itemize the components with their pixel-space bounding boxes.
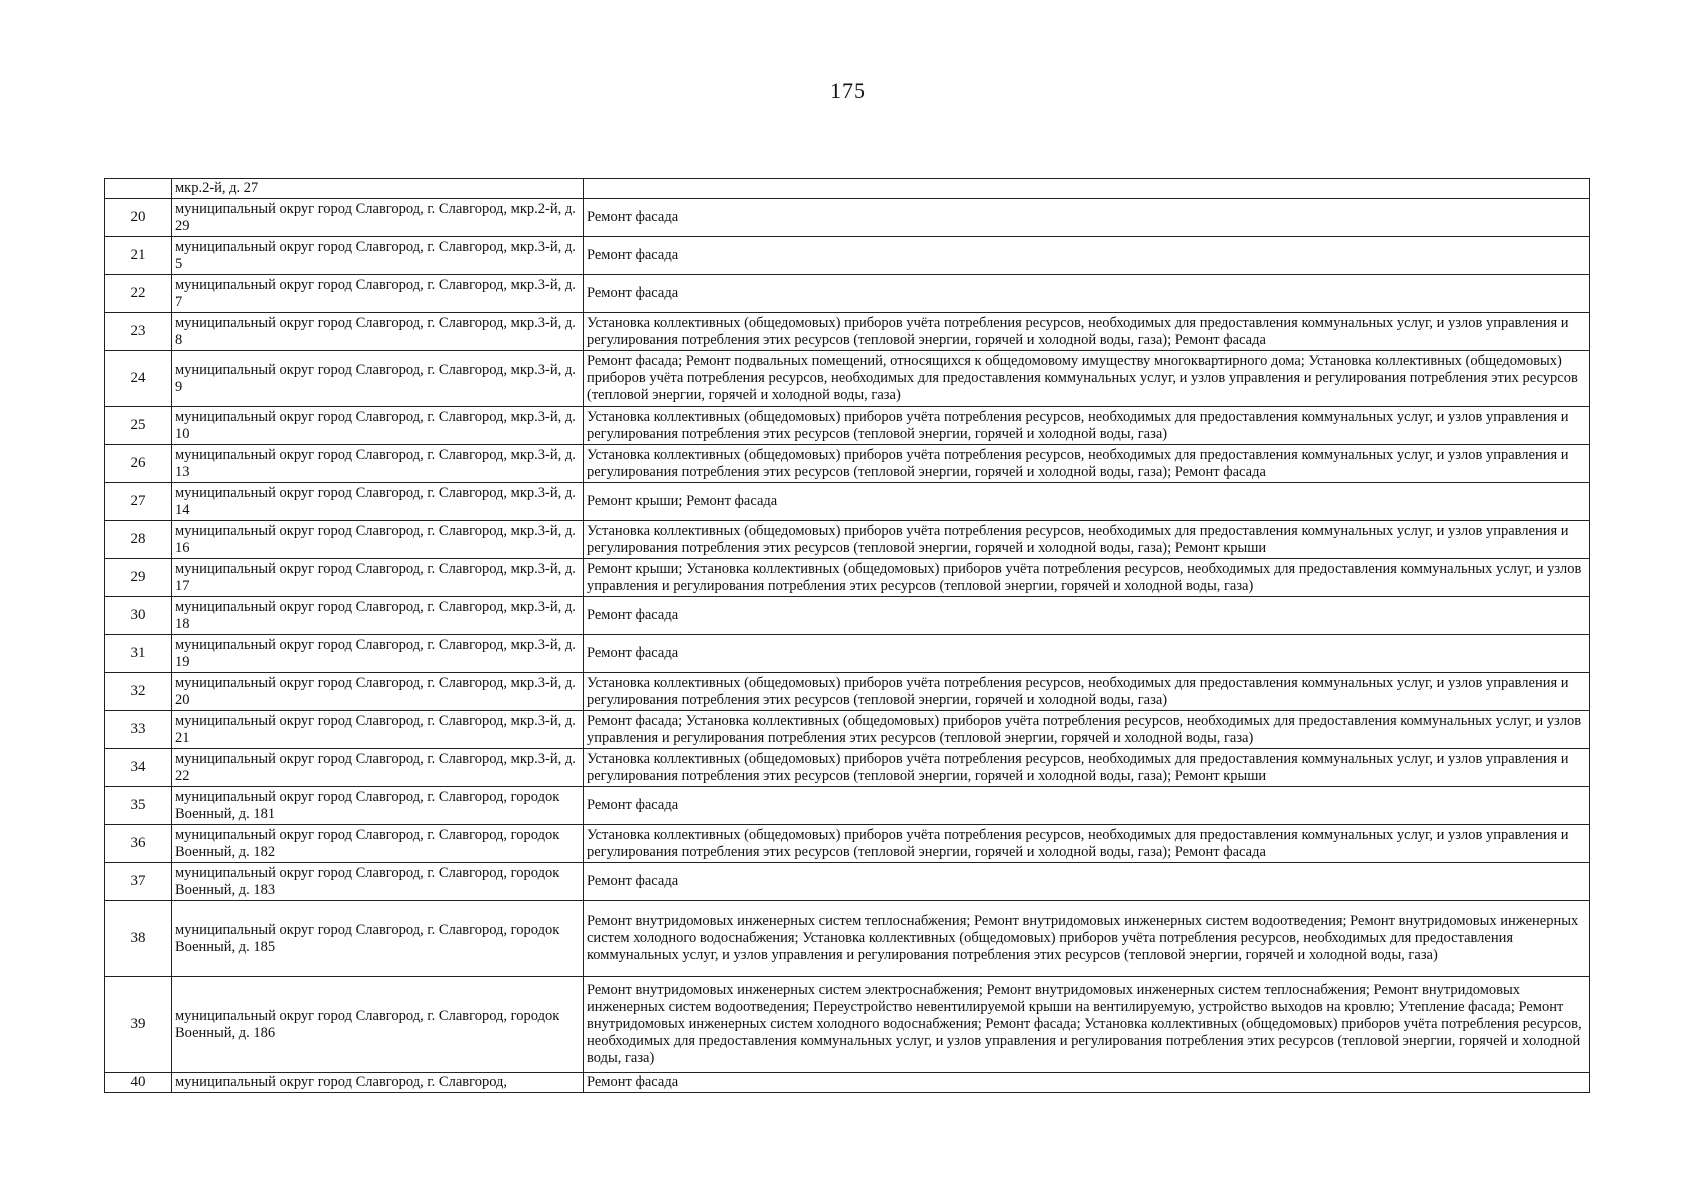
table-row [105,407,1590,445]
works-cell: Ремонт фасада [584,787,1590,825]
table-row [105,483,1590,521]
row-number-cell [105,179,172,199]
works-cell: Ремонт фасада [584,1073,1590,1093]
works-cell: Ремонт крыши; Ремонт фасада [584,483,1590,521]
address-cell: муниципальный округ город Славгород, г. Славгород, мкр.3-й, д. 5 [172,237,584,275]
table-row [105,1073,1590,1093]
address-cell: муниципальный округ город Славгород, г. Славгород, мкр.3-й, д. 9 [172,351,584,407]
address-cell: муниципальный округ город Славгород, г. Славгород, городок Военный, д. 181 [172,787,584,825]
row-number-cell: 24 [105,351,172,407]
row-number-cell: 27 [105,483,172,521]
row-number-cell: 22 [105,275,172,313]
table-row [105,275,1590,313]
address-cell: муниципальный округ город Славгород, г. Славгород, мкр.2-й, д. 29 [172,199,584,237]
works-cell [584,179,1590,199]
address-cell: муниципальный округ город Славгород, г. Славгород, мкр.3-й, д. 17 [172,559,584,597]
address-cell: муниципальный округ город Славгород, г. Славгород, городок Военный, д. 183 [172,863,584,901]
address-cell: муниципальный округ город Славгород, г. Славгород, мкр.3-й, д. 18 [172,597,584,635]
table-row [105,179,1590,199]
row-number-cell: 37 [105,863,172,901]
table-row [105,787,1590,825]
row-number-cell: 38 [105,901,172,977]
row-number-cell: 26 [105,445,172,483]
works-cell: Установка коллективных (общедомовых) приборов учёта потребления ресурсов, необходимых для предоставления коммунальных услуг, и узлов управления и регулирования потребления этих ресурсов (тепловой энергии, горячей и холодной воды, газа); Ремонт крыши [584,749,1590,787]
address-cell: мкр.2-й, д. 27 [172,179,584,199]
address-cell: муниципальный округ город Славгород, г. Славгород, городок Военный, д. 185 [172,901,584,977]
row-number-cell: 34 [105,749,172,787]
works-cell: Ремонт крыши; Установка коллективных (общедомовых) приборов учёта потребления ресурсов, необходимых для предоставления коммунальных услуг, и узлов управления и регулирования потребления этих ресурсов (тепловой энергии, горячей и холодной воды, газа) [584,559,1590,597]
address-cell: муниципальный округ город Славгород, г. Славгород, мкр.3-й, д. 21 [172,711,584,749]
address-cell: муниципальный округ город Славгород, г. Славгород, мкр.3-й, д. 16 [172,521,584,559]
row-number-cell: 23 [105,313,172,351]
row-number-cell: 31 [105,635,172,673]
table-row [105,977,1590,1073]
row-number-cell: 33 [105,711,172,749]
works-cell: Ремонт фасада [584,597,1590,635]
table-body [105,179,1590,1093]
table-row [105,559,1590,597]
address-cell: муниципальный округ город Славгород, г. Славгород, мкр.3-й, д. 8 [172,313,584,351]
row-number-cell: 32 [105,673,172,711]
table-row [105,521,1590,559]
address-cell: муниципальный округ город Славгород, г. Славгород, мкр.3-й, д. 14 [172,483,584,521]
row-number-cell: 39 [105,977,172,1073]
table-row [105,749,1590,787]
works-cell: Ремонт фасада [584,635,1590,673]
works-cell: Ремонт внутридомовых инженерных систем электроснабжения; Ремонт внутридомовых инженерных систем теплоснабжения; Ремонт внутридомовых инженерных систем водоотведения; Переустройство невентилируемой крыши на вентилируемую, устройство выходов на кровлю; Утепление фасада; Ремонт внутридомовых инженерных систем холодного водоснабжения; Ремонт фасада; Установка коллективных (общедомовых) приборов учёта потребления ресурсов, необходимых для предоставления коммунальных услуг, и узлов управления и регулирования потребления этих ресурсов (тепловой энергии, горячей и холодной воды, газа) [584,977,1590,1073]
table-row [105,863,1590,901]
address-cell: муниципальный округ город Славгород, г. Славгород, мкр.3-й, д. 19 [172,635,584,673]
row-number-cell: 40 [105,1073,172,1093]
table-row [105,237,1590,275]
works-cell: Ремонт фасада [584,863,1590,901]
works-cell: Ремонт фасада [584,199,1590,237]
row-number-cell: 21 [105,237,172,275]
address-cell: муниципальный округ город Славгород, г. Славгород, мкр.3-й, д. 10 [172,407,584,445]
address-cell: муниципальный округ город Славгород, г. Славгород, мкр.3-й, д. 20 [172,673,584,711]
housing-repair-table [104,178,1590,1093]
row-number-cell: 36 [105,825,172,863]
row-number-cell: 35 [105,787,172,825]
row-number-cell: 20 [105,199,172,237]
works-cell: Ремонт фасада [584,237,1590,275]
row-number-cell: 28 [105,521,172,559]
table-row [105,901,1590,977]
works-cell: Установка коллективных (общедомовых) приборов учёта потребления ресурсов, необходимых для предоставления коммунальных услуг, и узлов управления и регулирования потребления этих ресурсов (тепловой энергии, горячей и холодной воды, газа); Ремонт фасада [584,445,1590,483]
address-cell: муниципальный округ город Славгород, г. Славгород, мкр.3-й, д. 7 [172,275,584,313]
works-cell: Установка коллективных (общедомовых) приборов учёта потребления ресурсов, необходимых для предоставления коммунальных услуг, и узлов управления и регулирования потребления этих ресурсов (тепловой энергии, горячей и холодной воды, газа); Ремонт фасада [584,825,1590,863]
row-number-cell: 29 [105,559,172,597]
row-number-cell: 30 [105,597,172,635]
address-cell: муниципальный округ город Славгород, г. Славгород, [172,1073,584,1093]
works-cell: Ремонт фасада; Ремонт подвальных помещений, относящихся к общедомовому имуществу многоквартирного дома; Установка коллективных (общедомовых) приборов учёта потребления ресурсов, необходимых для предоставления коммунальных услуг, и узлов управления и регулирования потребления этих ресурсов (тепловой энергии, горячей и холодной воды, газа) [584,351,1590,407]
works-cell: Установка коллективных (общедомовых) приборов учёта потребления ресурсов, необходимых для предоставления коммунальных услуг, и узлов управления и регулирования потребления этих ресурсов (тепловой энергии, горячей и холодной воды, газа); Ремонт фасада [584,313,1590,351]
table-row [105,445,1590,483]
address-cell: муниципальный округ город Славгород, г. Славгород, мкр.3-й, д. 13 [172,445,584,483]
works-cell: Установка коллективных (общедомовых) приборов учёта потребления ресурсов, необходимых для предоставления коммунальных услуг, и узлов управления и регулирования потребления этих ресурсов (тепловой энергии, горячей и холодной воды, газа) [584,407,1590,445]
table-row [105,351,1590,407]
row-number-cell: 25 [105,407,172,445]
page-number: 175 [830,78,866,103]
works-cell: Установка коллективных (общедомовых) приборов учёта потребления ресурсов, необходимых для предоставления коммунальных услуг, и узлов управления и регулирования потребления этих ресурсов (тепловой энергии, горячей и холодной воды, газа) [584,673,1590,711]
works-cell: Ремонт фасада; Установка коллективных (общедомовых) приборов учёта потребления ресурсов, необходимых для предоставления коммунальных услуг, и узлов управления и регулирования потребления этих ресурсов (тепловой энергии, горячей и холодной воды, газа) [584,711,1590,749]
works-cell: Установка коллективных (общедомовых) приборов учёта потребления ресурсов, необходимых для предоставления коммунальных услуг, и узлов управления и регулирования потребления этих ресурсов (тепловой энергии, горячей и холодной воды, газа); Ремонт крыши [584,521,1590,559]
address-cell: муниципальный округ город Славгород, г. Славгород, мкр.3-й, д. 22 [172,749,584,787]
table-row [105,597,1590,635]
table-row [105,825,1590,863]
works-cell: Ремонт фасада [584,275,1590,313]
table-row [105,635,1590,673]
address-cell: муниципальный округ город Славгород, г. Славгород, городок Военный, д. 186 [172,977,584,1073]
table-row [105,673,1590,711]
table-row [105,313,1590,351]
address-cell: муниципальный округ город Славгород, г. Славгород, городок Военный, д. 182 [172,825,584,863]
table-row [105,199,1590,237]
table-row [105,711,1590,749]
works-cell: Ремонт внутридомовых инженерных систем теплоснабжения; Ремонт внутридомовых инженерных систем водоотведения; Ремонт внутридомовых инженерных систем холодного водоснабжения; Установка коллективных (общедомовых) приборов учёта потребления ресурсов, необходимых для предоставления коммунальных услуг, и узлов управления и регулирования потребления этих ресурсов (тепловой энергии, горячей и холодной воды, газа) [584,901,1590,977]
